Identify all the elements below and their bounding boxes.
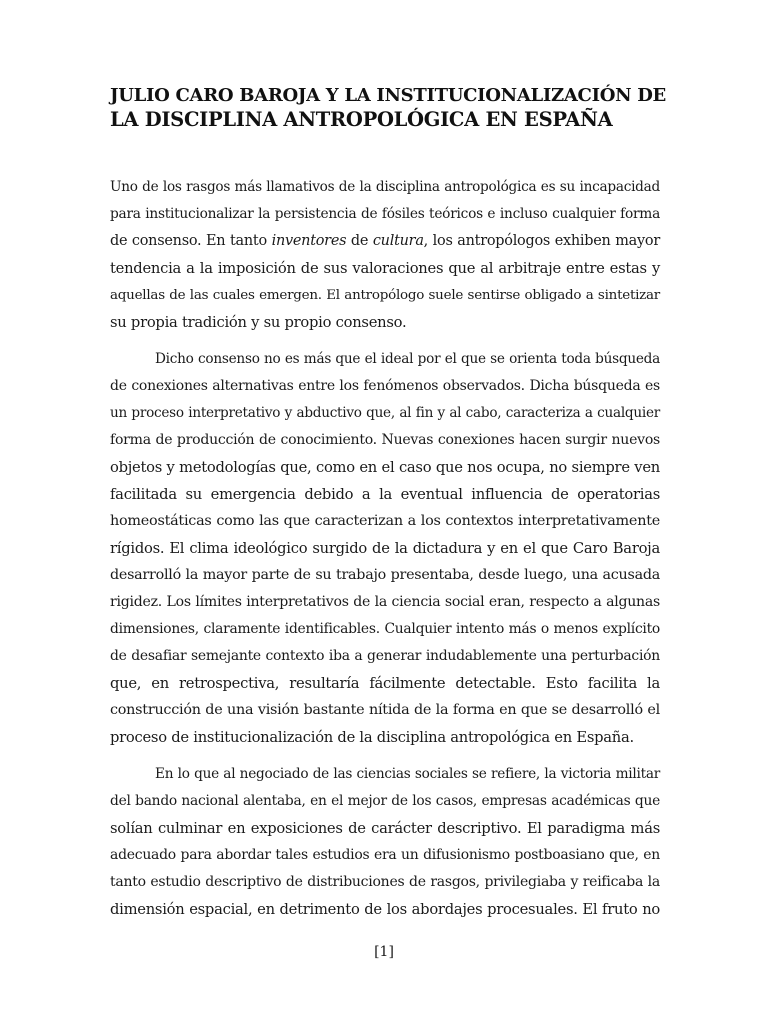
text-line: solían culminar en exposiciones de carácter descriptivo. El paradigma más bbox=[110, 820, 660, 837]
paragraph-3 bbox=[110, 761, 660, 923]
text-line: En lo que al negociado de las ciencias sociales se refiere, la victoria militar bbox=[155, 766, 660, 782]
text-line: homeostáticas como las que caracterizan a los contextos interpretativamente bbox=[110, 513, 660, 529]
text-line: dimensiones, claramente identificables. Cualquier intento más o menos explícito bbox=[110, 621, 660, 637]
text-line: rígidos. El clima ideológico surgido de la dictadura y en el que Caro Baroja bbox=[110, 540, 660, 557]
text-line: tendencia a la imposición de sus valoraciones que al arbitraje entre estas y bbox=[110, 260, 660, 277]
text-line: adecuado para abordar tales estudios era un difusionismo postboasiano que, en bbox=[110, 847, 660, 863]
italic-term-inventores: inventores bbox=[271, 233, 347, 249]
text-run: de consenso. En tanto bbox=[110, 233, 272, 249]
page-number: [1] bbox=[374, 944, 394, 960]
italic-term-cultura: cultura bbox=[372, 233, 424, 249]
text-run: , los antropólogos exhiben mayor bbox=[423, 233, 660, 249]
text-line bbox=[110, 228, 660, 255]
text-line: del bando nacional alentaba, en el mejor de los casos, empresas académicas que bbox=[110, 793, 660, 809]
paragraph-2 bbox=[110, 346, 660, 751]
text-line: un proceso interpretativo y abductivo que, al fin y al cabo, caracteriza a cualquier bbox=[110, 405, 660, 421]
text-line: de desafiar semejante contexto iba a generar indudablemente una perturbación bbox=[110, 648, 660, 664]
text-line: rigidez. Los límites interpretativos de la ciencia social eran, respecto a algunas bbox=[110, 594, 660, 610]
text-line: forma de producción de conocimiento. Nuevas conexiones hacen surgir nuevos bbox=[110, 432, 660, 448]
text-line: facilitada su emergencia debido a la eventual influencia de operatorias bbox=[110, 486, 660, 503]
title-line: LA DISCIPLINA ANTROPOLÓGICA EN ESPAÑA bbox=[110, 108, 613, 131]
text-line: aquellas de las cuales emergen. El antropólogo suele sentirse obligado a sintetizar bbox=[110, 287, 660, 303]
text-line: tanto estudio descriptivo de distribuciones de rasgos, privilegiaba y reificaba la bbox=[110, 874, 660, 890]
text-line: objetos y metodologías que, como en el caso que nos ocupa, no siempre ven bbox=[110, 459, 660, 476]
text-line: Uno de los rasgos más llamativos de la disciplina antropológica es su incapacidad bbox=[110, 179, 660, 195]
text-line: dimensión espacial, en detrimento de los abordajes procesuales. El fruto no bbox=[110, 901, 660, 918]
text-line: construcción de una visión bastante nítida de la forma en que se desarrolló el bbox=[110, 702, 660, 718]
text-line: proceso de institucionalización de la disciplina antropológica en España. bbox=[110, 729, 634, 746]
document-body bbox=[110, 174, 660, 933]
document-title bbox=[110, 84, 670, 132]
paragraph-1 bbox=[110, 174, 660, 336]
text-line: Dicho consenso no es más que el ideal por el que se orienta toda búsqueda bbox=[155, 351, 660, 367]
text-line: que, en retrospectiva, resultaría fácilmente detectable. Esto facilita la bbox=[110, 675, 660, 692]
text-line: desarrolló la mayor parte de su trabajo presentaba, desde luego, una acusada bbox=[110, 567, 660, 583]
title-line: JULIO CARO BAROJA Y LA INSTITUCIONALIZACIÓN DE bbox=[110, 85, 666, 106]
text-line: de conexiones alternativas entre los fenómenos observados. Dicha búsqueda es bbox=[110, 378, 660, 394]
text-line: para institucionalizar la persistencia de fósiles teóricos e incluso cualquier forma bbox=[110, 206, 660, 222]
text-run: de bbox=[346, 233, 373, 249]
text-line: su propia tradición y su propio consenso. bbox=[110, 314, 407, 331]
